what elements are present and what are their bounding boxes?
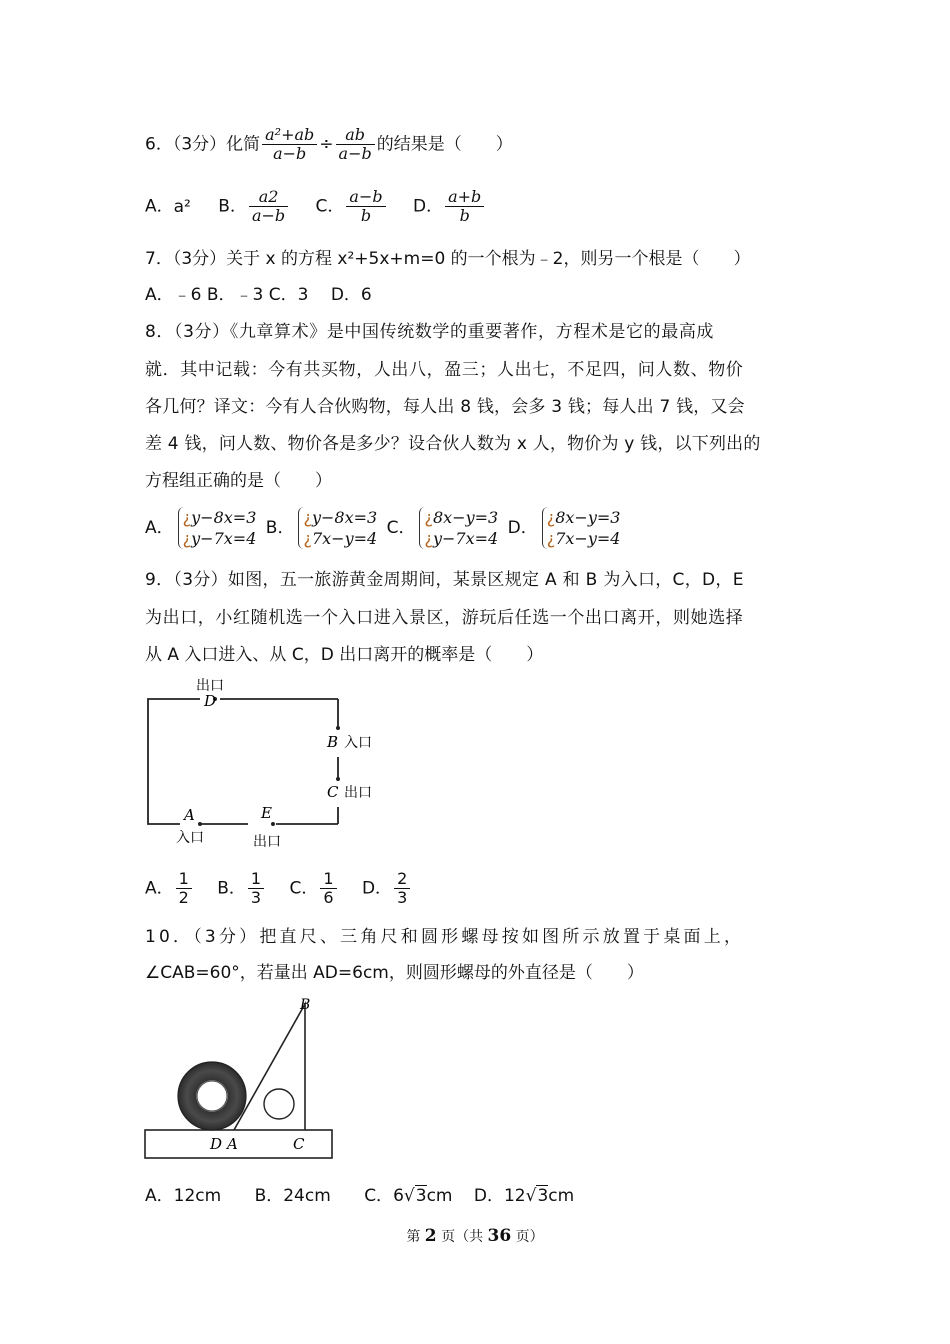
q8-line-2: 就．其中记载：今有共买物，人出八，盈三；人出七，不足四，问人数、物价 — [145, 360, 744, 380]
q7-options: A．﹣6 B．﹣3 C．3 D．6 — [145, 285, 372, 305]
q9-optC-fraction: $\frac{1}{6}$ — [320, 870, 336, 907]
q9-optB-fraction: $\frac{1}{3}$ — [248, 870, 264, 907]
q6-fraction-1: $\frac{\text{a²+ab}}{a-b}$ — [262, 126, 317, 163]
page-total: 36 — [487, 1226, 512, 1246]
q10-label-B: B — [300, 997, 311, 1013]
q9-label-D: D — [204, 692, 217, 710]
q10-figure — [140, 992, 340, 1162]
q9-label-C-text: 出口 — [344, 785, 372, 801]
q9-point-C — [336, 777, 340, 781]
sqrt-icon: √ — [525, 1186, 537, 1206]
q9-label-D-text: 出口 — [196, 678, 224, 694]
q6-optD-fraction: $\frac{a+b}{b}$ — [445, 188, 484, 225]
q6-stem: 6．（3分）化简 $\frac{\text{a²+ab}}{a-b}$ ÷ $\frac{ab}{a-b}$ 的结果是（ ） — [145, 125, 513, 163]
q10-options: A．12cm B．24cm C．6√3cm D．12√3cm — [145, 1186, 575, 1206]
q8-optD-system: ¿8x−y=3 ¿7x−y=4 — [542, 507, 621, 549]
q8-line-3: 各几何？译文：今有人合伙购物，每人出 8 钱，会多 3 钱；每人出 7 钱，又会 — [145, 397, 745, 417]
q9-line-2: 为出口，小红随机选一个入口进入景区，游玩后任选一个出口离开，则她选择 — [145, 608, 744, 628]
q8-options: A．¿y−8x=3 ¿y−7x=4 B．¿y−8x=3 ¿7x−y=4 C．¿8x−y=3 ¿y−7x=4 D．¿8x−y=3 ¿7x−y=4 — [145, 508, 621, 548]
q6-optC-fraction: $\frac{a-b}{b}$ — [346, 188, 385, 225]
q9-point-A — [198, 822, 202, 826]
q8-line-5: 方程组正确的是（ ） — [145, 471, 332, 491]
q8-line-4: 差 4 钱，问人数、物价各是多少？设合伙人数为 x 人，物价为 y 钱，以下列出的 — [145, 434, 761, 454]
q9-figure — [140, 672, 390, 852]
q10-nut-hole — [197, 1081, 227, 1111]
q8-line-1: 8．（3分）《九章算术》是中国传统数学的重要著作，方程术是它的最高成 — [145, 322, 715, 342]
q9-label-B: B — [327, 733, 339, 751]
q10-label-A: A — [227, 1135, 238, 1153]
q10-label-D: D — [210, 1135, 223, 1153]
q9-line-3: 从 A 入口进入、从 C，D 出口离开的概率是（ ） — [145, 645, 544, 665]
q9-optD-fraction: $\frac{2}{3}$ — [394, 870, 410, 907]
q7-stem: 7．（3分）关于 x 的方程 x²+5x+m=0 的一个根为﹣2，则另一个根是（ ） — [145, 249, 751, 269]
q9-label-E: E — [261, 804, 272, 822]
q6-options: A．a² B． $\frac{a2}{a-b}$ C． $\frac{a-b}{b}$ D． $\frac{a+b}{b}$ — [145, 188, 486, 225]
q6-optB-fraction: $\frac{a2}{a-b}$ — [249, 188, 288, 225]
page-footer: 第 2 页（共 36 页） — [406, 1226, 544, 1246]
q9-options: A． $\frac{1}{2}$ B． $\frac{1}{3}$ C． $\frac{1}{6}$ D． $\frac{2}{3}$ — [145, 870, 412, 907]
sqrt-icon: √ — [403, 1186, 415, 1206]
q8-optC-system: ¿8x−y=3 ¿y−7x=4 — [419, 507, 498, 549]
q9-point-E — [271, 822, 275, 826]
q9-label-E-text: 出口 — [253, 834, 281, 850]
q9-label-A: A — [184, 806, 195, 824]
q8-optA-system: ¿y−8x=3 ¿y−7x=4 — [178, 507, 257, 549]
q10-line-1: 10．（3分）把直尺、三角尺和圆形螺母按如图所示放置于桌面上， — [145, 927, 745, 947]
q9-label-C: C — [327, 783, 339, 801]
q10-triangle-hole — [264, 1089, 294, 1119]
page-number: 2 — [424, 1226, 437, 1246]
q8-optB-system: ¿y−8x=3 ¿7x−y=4 — [298, 507, 377, 549]
q9-label-A-text: 入口 — [176, 830, 204, 846]
q10-label-C: C — [293, 1135, 305, 1153]
q9-label-B-text: 入口 — [344, 735, 372, 751]
q9-optA-fraction: $\frac{1}{2}$ — [176, 870, 192, 907]
q10-line-2: ∠CAB=60°，若量出 AD=6cm，则圆形螺母的外直径是（ ） — [145, 963, 644, 983]
q6-fraction-2: $\frac{ab}{a-b}$ — [336, 126, 375, 163]
q9-point-B — [336, 726, 340, 730]
q9-line-1: 9．（3分）如图，五一旅游黄金周期间，某景区规定 A 和 B 为入口，C，D，E — [145, 570, 744, 590]
